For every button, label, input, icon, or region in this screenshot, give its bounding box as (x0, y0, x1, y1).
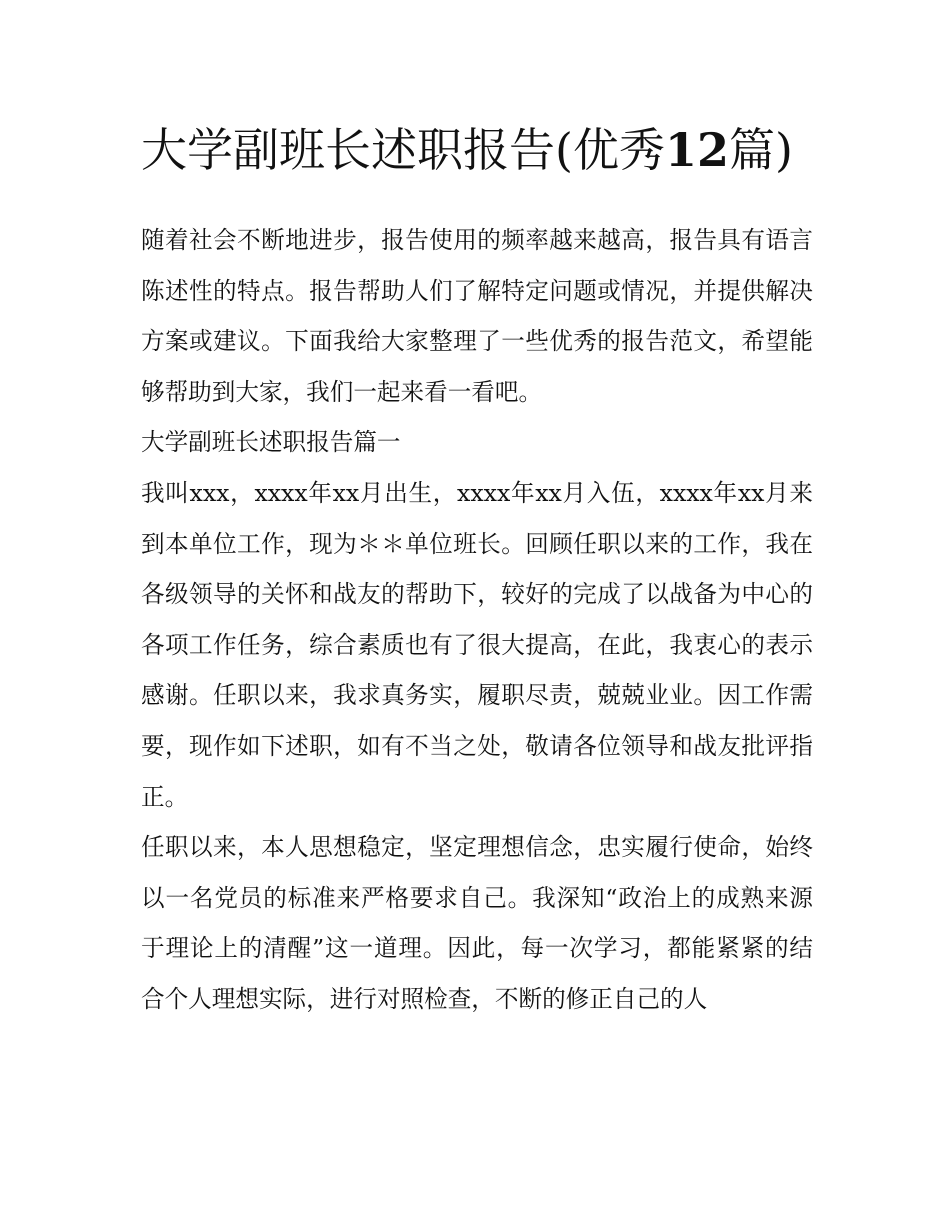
document-page (141, 112, 813, 1025)
document-title: 大学副班长述职报告(优秀12篇) (141, 123, 793, 177)
intro-paragraph: 随着社会不断地进步，报告使用的频率越来越高，报告具有语言陈述性的特点。报告帮助人们了解特定问题或情况，并提供解决方案或建议。下面我给大家整理了一些优秀的报告范文，希望能够帮助到大家，我们一起来看一看吧。 (141, 226, 813, 406)
section-heading: 大学副班长述职报告篇一 (141, 428, 401, 457)
document-body (141, 215, 813, 1025)
title-number: 12 (664, 123, 729, 177)
body-paragraph: 任职以来，本人思想稳定，坚定理想信念，忠实履行使命，始终以一名党员的标准来严格要求自己。我深知“政治上的成熟来源于理论上的清醒”这一道理。因此，每一次学习，都能紧紧的结合个人理想实际，进行对照检查，不断的修正自己的人 (141, 833, 813, 1013)
body-paragraph: 我叫xxx，xxxx年xx月出生，xxxx年xx月入伍，xxxx年xx月来到本单位工作，现为＊＊单位班长。回顾任职以来的工作，我在各级领导的关怀和战友的帮助下，较好的完成了以战备为中心的各项工作任务，综合素质也有了很大提高，在此，我衷心的表示感谢。任职以来，我求真务实，履职尽责，兢兢业业。因工作需要，现作如下述职，如有不当之处，敬请各位领导和战友批评指正。 (141, 478, 813, 811)
